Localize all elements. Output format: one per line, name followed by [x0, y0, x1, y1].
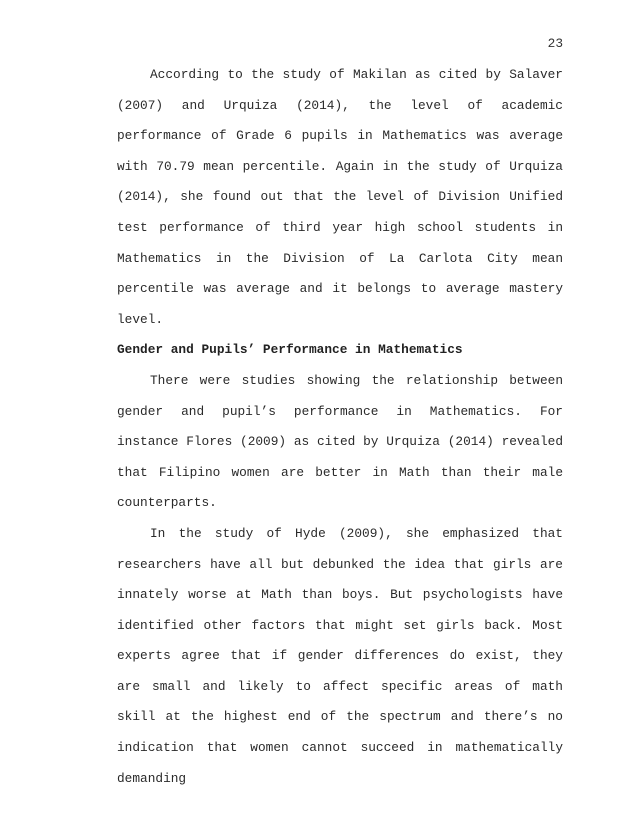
paragraph-gender-studies: There were studies showing the relationship between gender and pupil’s performance in Mathematics. For instance Flores (2009) as cited by Urquiza (2014) revealed that Filipino women are better in Math than their male counterparts.: [117, 372, 563, 511]
paragraph-hyde-study: In the study of Hyde (2009), she emphasized that researchers have all but debunked the idea that girls are innately worse at Math than boys. But psychologists have identified other factors that might set girls back. Most experts agree that if gender differences do exist, they are small and likely to affect specific areas of math skill at the highest end of the spectrum and there’s no indication that women cannot succeed in mathematically demanding: [117, 525, 563, 786]
body-text: [117, 60, 563, 794]
page-number: 23: [547, 36, 563, 51]
section-heading-gender-performance: Gender and Pupils’ Performance in Mathematics: [117, 342, 463, 358]
paragraph-makilan-study: According to the study of Makilan as cited by Salaver (2007) and Urquiza (2014), the level of academic performance of Grade 6 pupils in Mathematics was average with 70.79 mean percentile. Again in the study of Urquiza (2014), she found out that the level of Division Unified test performance of third year high school students in Mathematics in the Division of La Carlota City mean percentile was average and it belongs to average mastery level.: [117, 67, 563, 327]
